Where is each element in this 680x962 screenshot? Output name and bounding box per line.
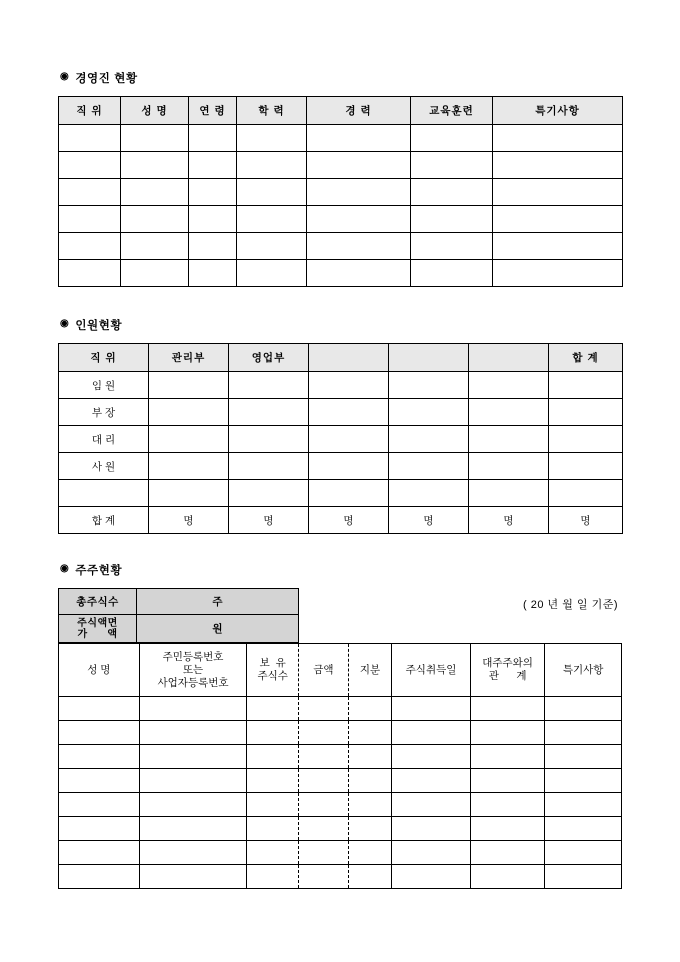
- cell-shares-held[interactable]: [247, 841, 299, 865]
- cell-training[interactable]: [411, 179, 493, 206]
- cell-education[interactable]: [237, 125, 307, 152]
- col-dept-blank-3: [469, 344, 549, 372]
- value-total-shares[interactable]: 주: [137, 589, 299, 615]
- cell-remarks[interactable]: [493, 179, 623, 206]
- table-row: [59, 841, 622, 865]
- table-row: [59, 793, 622, 817]
- cell-registration-number[interactable]: [139, 793, 247, 817]
- cell-amount[interactable]: [299, 817, 349, 841]
- cell-education[interactable]: [237, 233, 307, 260]
- cell-relation[interactable]: [470, 769, 545, 793]
- bullet-icon: ◉: [60, 71, 70, 82]
- row-label: 대 리: [59, 426, 149, 453]
- cell-shares-held[interactable]: [247, 793, 299, 817]
- shareholders-summary-table: [58, 588, 299, 643]
- cell-position[interactable]: [59, 152, 121, 179]
- cell-name[interactable]: [121, 233, 189, 260]
- col-name: 성 명: [59, 644, 140, 697]
- table-row: [59, 745, 622, 769]
- cell-career[interactable]: [307, 152, 411, 179]
- row-label: 임 원: [59, 372, 149, 399]
- cell-shares-held[interactable]: [247, 697, 299, 721]
- cell-registration-number[interactable]: [139, 865, 247, 889]
- cell-remarks[interactable]: [493, 152, 623, 179]
- cell-blank-3[interactable]: [469, 480, 549, 507]
- cell-stake[interactable]: [348, 817, 391, 841]
- cell-blank-3[interactable]: [469, 453, 549, 480]
- cell-relation[interactable]: [470, 865, 545, 889]
- cell-shares-held[interactable]: [247, 817, 299, 841]
- cell-position[interactable]: [59, 233, 121, 260]
- cell-acquisition-date[interactable]: [392, 841, 471, 865]
- col-position: 직 위: [59, 344, 149, 372]
- cell-admin[interactable]: [149, 399, 229, 426]
- cell-position[interactable]: [59, 179, 121, 206]
- cell-shares-held[interactable]: [247, 865, 299, 889]
- section-shareholders: [58, 562, 622, 889]
- cell-sales[interactable]: [229, 399, 309, 426]
- cell-education[interactable]: [237, 152, 307, 179]
- section-title-text: 주주현황: [75, 565, 123, 577]
- cell-remarks[interactable]: [545, 865, 622, 889]
- cell-shares-held[interactable]: [247, 745, 299, 769]
- cell-admin[interactable]: [149, 426, 229, 453]
- col-remarks: 특기사항: [545, 644, 622, 697]
- table-row: [59, 233, 623, 260]
- cell-amount[interactable]: [299, 865, 349, 889]
- bullet-icon: ◉: [60, 318, 70, 329]
- cell-training[interactable]: [411, 206, 493, 233]
- table-row: [59, 721, 622, 745]
- cell-training[interactable]: [411, 125, 493, 152]
- cell-name[interactable]: [59, 721, 140, 745]
- cell-total[interactable]: [549, 372, 623, 399]
- cell-name[interactable]: [121, 206, 189, 233]
- cell-name[interactable]: [59, 865, 140, 889]
- table-row: [59, 426, 623, 453]
- cell-stake[interactable]: [348, 697, 391, 721]
- cell-education[interactable]: [237, 260, 307, 287]
- cell-registration-number[interactable]: [139, 841, 247, 865]
- cell-admin[interactable]: [149, 453, 229, 480]
- col-dept-blank-1: [309, 344, 389, 372]
- col-name: 성 명: [121, 97, 189, 125]
- cell-position[interactable]: [59, 206, 121, 233]
- table-row: [59, 372, 623, 399]
- cell-shares-held[interactable]: [247, 769, 299, 793]
- cell-blank-1[interactable]: [309, 426, 389, 453]
- cell-registration-number[interactable]: [139, 817, 247, 841]
- cell-blank-2[interactable]: [389, 480, 469, 507]
- cell-blank-2[interactable]: [389, 453, 469, 480]
- row-label-total: 합 계: [59, 507, 149, 534]
- cell-blank-3[interactable]: [469, 372, 549, 399]
- col-remarks: 특기사항: [493, 97, 623, 125]
- table-header-row: [59, 644, 622, 697]
- cell-relation[interactable]: [470, 721, 545, 745]
- table-row: [59, 125, 623, 152]
- cell-blank-1-total[interactable]: 명: [309, 507, 389, 534]
- section-management: [58, 70, 622, 287]
- col-sales-dept: 영업부: [229, 344, 309, 372]
- table-row: [59, 865, 622, 889]
- col-acquisition-date: 주식취득일: [392, 644, 471, 697]
- cell-registration-number[interactable]: [139, 769, 247, 793]
- col-admin-dept: 관리부: [149, 344, 229, 372]
- cell-sales[interactable]: [229, 480, 309, 507]
- cell-blank-3-total[interactable]: 명: [469, 507, 549, 534]
- col-education: 학 력: [237, 97, 307, 125]
- as-of-date-note: ( 20 년 월 일 기준): [523, 599, 618, 611]
- cell-career[interactable]: [307, 125, 411, 152]
- cell-amount[interactable]: [299, 769, 349, 793]
- col-stake: 지분: [348, 644, 391, 697]
- cell-name[interactable]: [59, 745, 140, 769]
- cell-relation[interactable]: [470, 841, 545, 865]
- cell-grand-total[interactable]: 명: [549, 507, 623, 534]
- spacer: [58, 534, 622, 562]
- cell-blank-3[interactable]: [469, 426, 549, 453]
- cell-name[interactable]: [121, 152, 189, 179]
- cell-stake[interactable]: [348, 865, 391, 889]
- table-row: [59, 260, 623, 287]
- table-row-total: [59, 507, 623, 534]
- cell-career[interactable]: [307, 233, 411, 260]
- cell-remarks[interactable]: [545, 721, 622, 745]
- section-title-text: 인원현황: [75, 320, 123, 332]
- value-par-value[interactable]: 원: [137, 615, 299, 643]
- cell-acquisition-date[interactable]: [392, 745, 471, 769]
- table-row: [59, 480, 623, 507]
- cell-amount[interactable]: [299, 841, 349, 865]
- table-row: [59, 453, 623, 480]
- shareholders-table: [58, 643, 622, 889]
- cell-name[interactable]: [59, 841, 140, 865]
- cell-education[interactable]: [237, 179, 307, 206]
- section-title-shareholders: [60, 562, 622, 578]
- cell-career[interactable]: [307, 179, 411, 206]
- col-total: 합 계: [549, 344, 623, 372]
- cell-acquisition-date[interactable]: [392, 769, 471, 793]
- cell-total[interactable]: [549, 399, 623, 426]
- cell-remarks[interactable]: [493, 260, 623, 287]
- summary-row-total-shares: [59, 589, 299, 615]
- cell-blank-1[interactable]: [309, 453, 389, 480]
- cell-education[interactable]: [237, 206, 307, 233]
- cell-remarks[interactable]: [493, 233, 623, 260]
- col-position: 직 위: [59, 97, 121, 125]
- cell-stake[interactable]: [348, 745, 391, 769]
- cell-age[interactable]: [189, 152, 237, 179]
- row-label: 부 장: [59, 399, 149, 426]
- cell-training[interactable]: [411, 152, 493, 179]
- cell-stake[interactable]: [348, 769, 391, 793]
- cell-training[interactable]: [411, 233, 493, 260]
- cell-remarks[interactable]: [545, 841, 622, 865]
- cell-stake[interactable]: [348, 841, 391, 865]
- cell-sales[interactable]: [229, 453, 309, 480]
- section-title-headcount: [60, 317, 622, 333]
- cell-career[interactable]: [307, 206, 411, 233]
- section-title-management: [60, 70, 622, 86]
- cell-sales-total[interactable]: 명: [229, 507, 309, 534]
- cell-sales[interactable]: [229, 426, 309, 453]
- table-row: [59, 179, 623, 206]
- headcount-table: [58, 343, 623, 534]
- management-table-body: [59, 125, 623, 287]
- cell-name[interactable]: [121, 179, 189, 206]
- management-table: [58, 96, 623, 287]
- table-row: [59, 206, 623, 233]
- cell-name[interactable]: [59, 817, 140, 841]
- cell-blank-3[interactable]: [469, 399, 549, 426]
- col-shares-held: 보 유 주식수: [247, 644, 299, 697]
- section-title-text: 경영진 현황: [75, 73, 138, 85]
- cell-name[interactable]: [121, 260, 189, 287]
- summary-row-par-value: [59, 615, 299, 643]
- cell-blank-2[interactable]: [389, 372, 469, 399]
- col-age: 연 령: [189, 97, 237, 125]
- cell-admin[interactable]: [149, 480, 229, 507]
- cell-blank-2[interactable]: [389, 399, 469, 426]
- table-header-row: [59, 97, 623, 125]
- cell-training[interactable]: [411, 260, 493, 287]
- cell-acquisition-date[interactable]: [392, 817, 471, 841]
- cell-age[interactable]: [189, 125, 237, 152]
- cell-shares-held[interactable]: [247, 721, 299, 745]
- cell-remarks[interactable]: [545, 697, 622, 721]
- cell-remarks[interactable]: [545, 745, 622, 769]
- cell-name[interactable]: [59, 793, 140, 817]
- cell-total[interactable]: [549, 426, 623, 453]
- cell-remarks[interactable]: [545, 793, 622, 817]
- cell-registration-number[interactable]: [139, 697, 247, 721]
- cell-remarks[interactable]: [545, 817, 622, 841]
- col-registration-number: 주민등록번호 또는 사업자등록번호: [139, 644, 247, 697]
- cell-stake[interactable]: [348, 721, 391, 745]
- cell-blank-1[interactable]: [309, 399, 389, 426]
- cell-relation[interactable]: [470, 817, 545, 841]
- cell-blank-2[interactable]: [389, 426, 469, 453]
- cell-age[interactable]: [189, 233, 237, 260]
- cell-total[interactable]: [549, 480, 623, 507]
- cell-acquisition-date[interactable]: [392, 721, 471, 745]
- cell-name[interactable]: [121, 125, 189, 152]
- col-relation-to-major-shareholder: 대주주와의 관 계: [470, 644, 545, 697]
- cell-acquisition-date[interactable]: [392, 793, 471, 817]
- cell-age[interactable]: [189, 179, 237, 206]
- col-training: 교육훈련: [411, 97, 493, 125]
- table-row: [59, 697, 622, 721]
- cell-acquisition-date[interactable]: [392, 697, 471, 721]
- cell-blank-2-total[interactable]: 명: [389, 507, 469, 534]
- cell-blank-1[interactable]: [309, 480, 389, 507]
- cell-age[interactable]: [189, 260, 237, 287]
- cell-total[interactable]: [549, 453, 623, 480]
- col-amount: 금액: [299, 644, 349, 697]
- cell-remarks[interactable]: [545, 769, 622, 793]
- cell-name[interactable]: [59, 769, 140, 793]
- cell-career[interactable]: [307, 260, 411, 287]
- cell-amount[interactable]: [299, 793, 349, 817]
- cell-position[interactable]: [59, 260, 121, 287]
- table-row: [59, 769, 622, 793]
- cell-name[interactable]: [59, 697, 140, 721]
- cell-amount[interactable]: [299, 745, 349, 769]
- cell-registration-number[interactable]: [139, 745, 247, 769]
- cell-acquisition-date[interactable]: [392, 865, 471, 889]
- cell-remarks[interactable]: [493, 206, 623, 233]
- cell-admin[interactable]: [149, 372, 229, 399]
- cell-amount[interactable]: [299, 721, 349, 745]
- table-header-row: [59, 344, 623, 372]
- cell-blank-1[interactable]: [309, 372, 389, 399]
- cell-relation[interactable]: [470, 745, 545, 769]
- col-career: 경 력: [307, 97, 411, 125]
- spacer: [58, 287, 622, 317]
- table-row: [59, 817, 622, 841]
- cell-relation[interactable]: [470, 793, 545, 817]
- row-label: 사 원: [59, 453, 149, 480]
- cell-admin-total[interactable]: 명: [149, 507, 229, 534]
- cell-relation[interactable]: [470, 697, 545, 721]
- label-par-value: 주식액면 가 액: [59, 615, 137, 643]
- headcount-table-body: [59, 372, 623, 534]
- label-total-shares: 총주식수: [59, 589, 137, 615]
- cell-stake[interactable]: [348, 793, 391, 817]
- table-row: [59, 152, 623, 179]
- bullet-icon: ◉: [60, 563, 70, 574]
- cell-position[interactable]: [59, 125, 121, 152]
- row-label[interactable]: [59, 480, 149, 507]
- section-headcount: [58, 317, 622, 534]
- col-dept-blank-2: [389, 344, 469, 372]
- cell-sales[interactable]: [229, 372, 309, 399]
- cell-age[interactable]: [189, 206, 237, 233]
- cell-remarks[interactable]: [493, 125, 623, 152]
- cell-amount[interactable]: [299, 697, 349, 721]
- table-row: [59, 399, 623, 426]
- cell-registration-number[interactable]: [139, 721, 247, 745]
